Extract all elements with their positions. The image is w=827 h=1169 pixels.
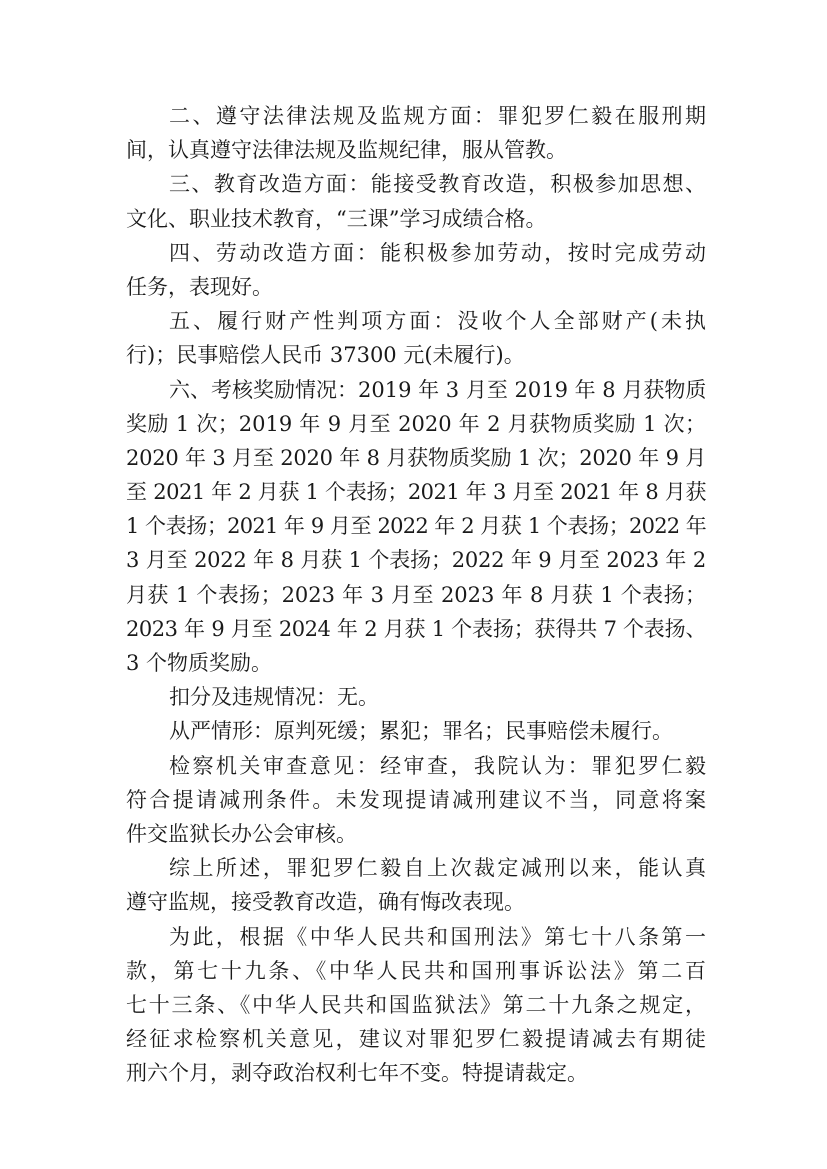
- text-line: 至 2021 年 2 月获 1 个表扬；2021 年 3 月至 2021 年 8 月获: [126, 480, 706, 505]
- text-line: 任务，表现好。: [126, 274, 273, 299]
- text-line: 二、遵守法律法规及监规方面：罪犯罗仁毅在服刑期: [169, 104, 706, 128]
- text-line: 扣分及违规情况：无。: [169, 685, 379, 710]
- text-line: 文化、职业技术教育，“三课”学习成绩合格。: [126, 206, 547, 231]
- text-line: 七十三条、《中华人民共和国监狱法》第二十九条之规定，: [126, 992, 706, 1017]
- text-line: 四、劳动改造方面：能积极参加劳动，按时完成劳动: [169, 240, 706, 265]
- text-line: 符合提请减刑条件。未发现提请减刑建议不当，同意将案: [126, 787, 706, 812]
- text-line: 检察机关审查意见：经审查，我院认为：罪犯罗仁毅: [169, 753, 706, 778]
- text-line: 为此，根据《中华人民共和国刑法》第七十八条第一: [169, 924, 706, 949]
- text-line: 行)；民事赔偿人民币 37300 元(未履行)。: [126, 343, 525, 368]
- text-line: 遵守监规，接受教育改造，确有悔改表现。: [126, 890, 525, 915]
- text-line: 综上所述，罪犯罗仁毅自上次裁定减刑以来，能认真: [169, 856, 706, 881]
- document-body: [126, 99, 706, 1090]
- text-line: 1 个表扬；2021 年 9 月至 2022 年 2 月获 1 个表扬；2022 年: [126, 514, 706, 539]
- text-line: 三、教育改造方面：能接受教育改造，积极参加思想、: [169, 172, 706, 197]
- text-line: 3 月至 2022 年 8 月获 1 个表扬；2022 年 9 月至 2023 年 2: [126, 548, 706, 573]
- text-line: 间，认真遵守法律法规及监规纪律，服从管教。: [126, 138, 567, 163]
- text-line: 奖励 1 次；2019 年 9 月至 2020 年 2 月获物质奖励 1 次；: [126, 411, 706, 436]
- text-line: 2023 年 9 月至 2024 年 2 月获 1 个表扬；获得共 7 个表扬、: [126, 616, 706, 641]
- text-line: 从严情形：原判死缓；累犯；罪名；民事赔偿未履行。: [169, 719, 673, 744]
- text-line: 五、履行财产性判项方面：没收个人全部财产(未执: [169, 309, 706, 334]
- text-line: 3 个物质奖励。: [126, 651, 273, 675]
- text-line: 2020 年 3 月至 2020 年 8 月获物质奖励 1 次；2020 年 9 月: [126, 445, 706, 470]
- text-line: 经征求检察机关意见，建议对罪犯罗仁毅提请减去有期徒: [126, 1027, 706, 1052]
- text-line: 款，第七十九条、《中华人民共和国刑事诉讼法》第二百: [126, 958, 706, 983]
- text-line: 件交监狱长办公会审核。: [126, 821, 357, 846]
- text-line: 月获 1 个表扬；2023 年 3 月至 2023 年 8 月获 1 个表扬；: [126, 582, 706, 607]
- text-line: 刑六个月，剥夺政治权利七年不变。特提请裁定。: [126, 1061, 588, 1086]
- text-line: 六、考核奖励情况：2019 年 3 月至 2019 年 8 月获物质: [169, 377, 707, 402]
